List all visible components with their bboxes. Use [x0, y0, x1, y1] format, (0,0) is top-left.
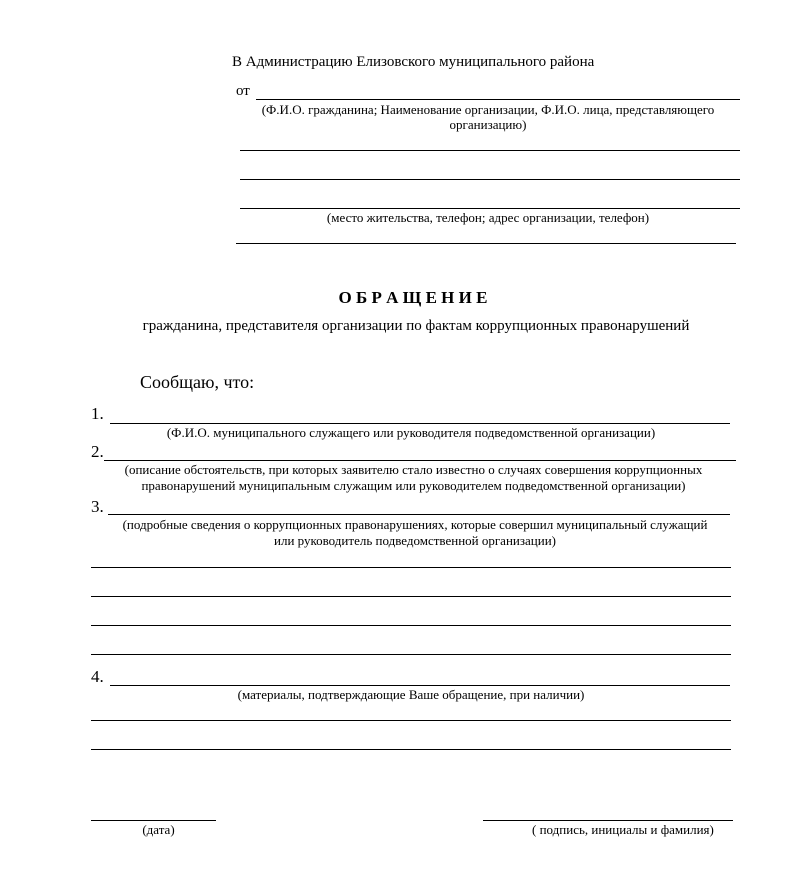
item3-hint-line2: или руководитель подведомственной организации) [274, 533, 556, 548]
applicant-hint-line2: организацию) [449, 117, 527, 132]
item2-hint-line1: (описание обстоятельств, при которых заявителю стало известно о случаях совершения коррупционных [124, 462, 703, 477]
item4-number: 4. [91, 667, 104, 686]
item4-hint: (материалы, подтверждающие Ваше обращение, при наличии) [237, 687, 585, 702]
intro-text: Сообщаю, что: [140, 372, 255, 392]
addressee-text: В Администрацию Елизовского муниципального района [232, 54, 595, 70]
item1-field[interactable] [110, 423, 730, 424]
item2-field[interactable] [104, 460, 736, 461]
item2-hint [91, 462, 736, 494]
item2-hint-line2: правонарушений муниципальным служащим или руководителем подведомственной организации) [141, 478, 686, 493]
item3-number: 3. [91, 497, 104, 516]
applicant-line-3[interactable] [240, 179, 740, 180]
address-field[interactable] [240, 208, 740, 209]
item3-line-5[interactable] [91, 654, 731, 655]
address-hint: (место жительства, телефон; адрес организации, телефон) [326, 210, 650, 225]
date-field[interactable] [91, 820, 216, 821]
item3-line-2[interactable] [91, 567, 731, 568]
applicant-line-2[interactable] [240, 150, 740, 151]
item2-number: 2. [91, 442, 104, 461]
signature-label: ( подпись, инициалы и фамилия) [532, 822, 714, 837]
document-subtitle: гражданина, представителя организации по фактам коррупционных правонарушений [142, 318, 690, 334]
item3-hint [91, 517, 739, 549]
item4-line-3[interactable] [91, 749, 731, 750]
date-label: (дата) [142, 822, 175, 837]
applicant-hint-line1: (Ф.И.О. гражданина; Наименование организации, Ф.И.О. лица, представляющего [261, 102, 715, 117]
applicant-name-field[interactable] [256, 99, 740, 100]
address-line-2[interactable] [236, 243, 736, 244]
item4-field[interactable] [110, 685, 730, 686]
signature-field[interactable] [483, 820, 733, 821]
from-label: от [236, 83, 250, 99]
item3-line-3[interactable] [91, 596, 731, 597]
item3-hint-line1: (подробные сведения о коррупционных правонарушениях, которые совершил муниципальный служащий [122, 517, 708, 532]
item3-field[interactable] [108, 514, 730, 515]
item1-hint: (Ф.И.О. муниципального служащего или руководителя подведомственной организации) [166, 425, 656, 440]
applicant-hint [236, 102, 740, 132]
item4-line-2[interactable] [91, 720, 731, 721]
item3-line-4[interactable] [91, 625, 731, 626]
document-title: О Б Р А Щ Е Н И Е [338, 288, 488, 307]
item1-number: 1. [91, 404, 104, 423]
